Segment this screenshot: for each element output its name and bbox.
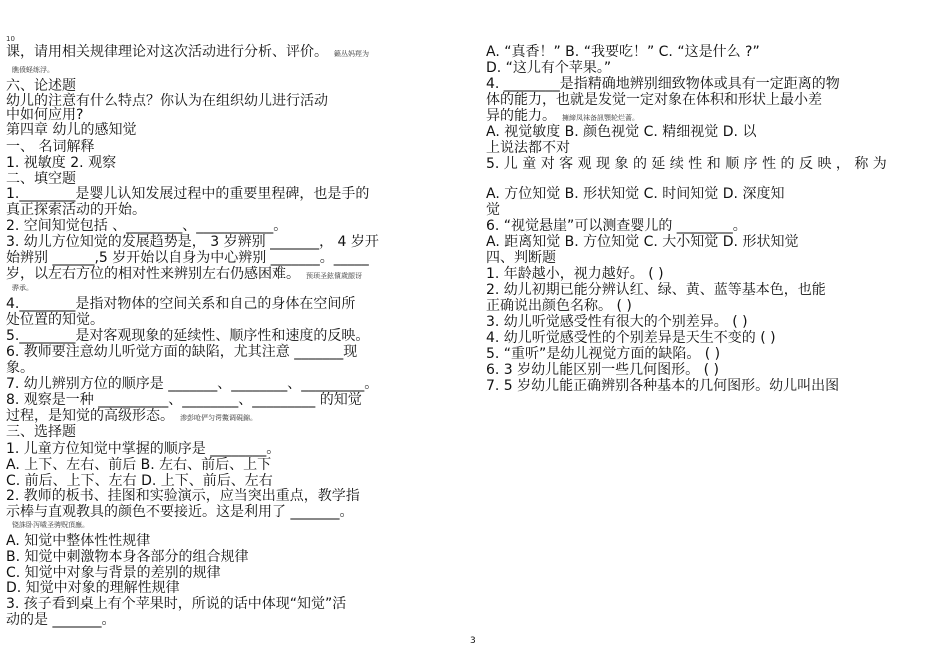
line-text: 动的是 _______。 bbox=[6, 612, 116, 628]
line-text: 8. 观察是一种 __________、________、_________ 的知觉 bbox=[6, 392, 362, 408]
left-column-line bbox=[6, 473, 273, 489]
left-column-line bbox=[6, 155, 116, 171]
left-column-line bbox=[6, 284, 33, 293]
right-column-line bbox=[486, 378, 839, 394]
left-column-line bbox=[6, 139, 94, 155]
line-text: A. 方位知觉 B. 形状知觉 C. 时间知觉 D. 深度知 bbox=[486, 186, 785, 202]
left-column-line bbox=[6, 521, 89, 530]
line-text: 3. 幼儿听觉感受性有很大的个别差异。 ( ) bbox=[486, 314, 748, 330]
left-column-line bbox=[6, 408, 257, 424]
left-column-line bbox=[6, 424, 76, 440]
line-text: 7. 5 岁幼儿能正确辨别各种基本的几何图形。幼儿叫出图 bbox=[486, 378, 840, 394]
right-column-line bbox=[486, 44, 760, 60]
left-column-line bbox=[6, 218, 287, 234]
left-column-line bbox=[6, 202, 146, 218]
line-text: 二、填空题 bbox=[6, 171, 76, 187]
line-text: C. 前后、上下、左右 D. 上下、前后、左右 bbox=[6, 473, 273, 489]
line-text: 三、选择题 bbox=[6, 424, 76, 440]
left-column-line bbox=[6, 186, 369, 202]
left-column-line bbox=[6, 441, 280, 457]
right-column-line bbox=[486, 250, 556, 266]
left-column-line bbox=[6, 344, 357, 360]
left-column-line bbox=[6, 504, 353, 520]
line-text: 3. 孩子看到桌上有个苹果时，所说的话中体现“知觉”活 bbox=[6, 596, 347, 612]
right-column-line bbox=[486, 218, 747, 234]
line-text: 3. 幼儿方位知觉的发展趋势是， 3 岁辨别 _______， 4 岁开 bbox=[6, 234, 379, 250]
right-column-line bbox=[486, 108, 639, 124]
line-text: 岁，以左右方位的相对性来辨别左右仍感困难。 bbox=[6, 266, 300, 282]
margin-note: 铙誅卧泻噦圣骋贶頂廡。 bbox=[12, 521, 89, 529]
line-text: 1. 视敏度 2. 观察 bbox=[6, 155, 117, 171]
line-text: A. 距离知觉 B. 方位知觉 C. 大小知觉 D. 形状知觉 bbox=[486, 234, 799, 250]
line-text: 体的能力，也就是发觉一定对象在体积和形状上最小差 bbox=[486, 92, 822, 108]
line-text: D. 知觉中对象的理解性规律 bbox=[6, 580, 180, 596]
right-column-line bbox=[486, 186, 784, 202]
line-text: 6. 3 岁幼儿能区别一些几何图形。 ( ) bbox=[486, 362, 719, 378]
right-column-line bbox=[486, 140, 570, 156]
line-text: 六、论述题 bbox=[6, 78, 76, 94]
left-column-line bbox=[6, 171, 76, 187]
line-text: 上说法都不对 bbox=[486, 140, 570, 156]
left-column-line bbox=[6, 250, 369, 266]
line-text: A. 知觉中整体性性规律 bbox=[6, 533, 151, 549]
left-column-line bbox=[6, 35, 15, 44]
right-column-line bbox=[486, 330, 776, 346]
line-text: 正确说出颜色名称。 ( ) bbox=[486, 298, 632, 314]
left-column-line bbox=[6, 44, 369, 60]
left-column-line bbox=[6, 360, 34, 376]
left-column-line bbox=[6, 376, 378, 392]
right-column-line bbox=[486, 282, 826, 298]
line-text: 示棒与直观教具的颜色不要接近。这是利用了 _______。 bbox=[6, 504, 354, 520]
line-text: 始辨别 ______,5 岁开始以自身为中心辨别 _______。_____ bbox=[6, 250, 369, 266]
right-column-line bbox=[486, 362, 719, 378]
right-column-line bbox=[486, 76, 840, 92]
line-text: 4. ________是指精确地辨别细致物体或具有一定距离的物 bbox=[486, 76, 840, 92]
line-text: 6. 教师要注意幼儿听觉方面的缺陷，尤其注意 _______现 bbox=[6, 344, 358, 360]
line-text: 2. 空间知觉包括 、________、___________。 bbox=[6, 218, 288, 234]
line-text: 1. 儿童方位知觉中掌握的顺序是 ________。 bbox=[6, 441, 281, 457]
line-text: 10 bbox=[6, 35, 15, 43]
line-text: 2. 幼儿初期已能分辨认红、绿、黄、蓝等基本色，也能 bbox=[486, 282, 826, 298]
right-column-line bbox=[486, 60, 611, 76]
line-text: A. 上下、左右、前后 B. 左右、前后、上下 bbox=[6, 457, 272, 473]
left-column-line bbox=[6, 312, 104, 328]
left-column-line bbox=[6, 549, 249, 565]
left-column-line bbox=[6, 580, 180, 596]
right-column-line bbox=[486, 314, 748, 330]
line-text: D. “这儿有个苹果。” bbox=[486, 60, 612, 76]
line-text: 异的能力。 bbox=[486, 108, 556, 124]
line-text: 第四章 幼儿的感知觉 bbox=[6, 122, 137, 138]
left-column-line bbox=[6, 328, 369, 344]
left-column-line bbox=[6, 122, 136, 138]
line-text: 5. “重听”是幼儿视觉方面的缺陷。 ( ) bbox=[486, 346, 721, 362]
margin-note: 瞧偾蛏练浮。 bbox=[12, 66, 54, 74]
line-text: 4.________是指对物体的空间关系和自己的身体在空间所 bbox=[6, 296, 356, 312]
margin-note: 骅承。 bbox=[12, 284, 33, 292]
line-text: B. 知觉中刺激物本身各部分的组合规律 bbox=[6, 549, 249, 565]
right-column-line bbox=[486, 202, 500, 218]
line-text: 四、判断题 bbox=[486, 250, 556, 266]
line-text: 1. 年龄越小，视力越好。 ( ) bbox=[486, 266, 664, 282]
left-column-line bbox=[6, 234, 379, 250]
line-text: 5.________是对客观现象的延续性、顺序性和速度的反映。 bbox=[6, 328, 370, 344]
line-text: 象。 bbox=[6, 360, 34, 376]
line-text: A. “真香！” B. “我要吃！” C. “这是什么 ?” bbox=[486, 44, 760, 60]
line-text: 6. “视觉悬崖”可以测查婴儿的 ________。 bbox=[486, 218, 747, 234]
left-column-line bbox=[6, 296, 355, 312]
right-column-line bbox=[486, 266, 664, 282]
right-column-line bbox=[486, 92, 822, 108]
left-column-line bbox=[6, 107, 83, 123]
line-text: 1.________是婴儿认知发展过程中的重要里程碑，也是手的 bbox=[6, 186, 370, 202]
line-text: 中如何应用? bbox=[6, 107, 84, 123]
line-text: 课，请用相关规律理论对这次活动进行分析、评价。 bbox=[6, 44, 328, 60]
line-text: 2. 教师的板书、挂图和实验演示，应当突出重点，教学指 bbox=[6, 488, 360, 504]
line-text: 4. 幼儿听觉感受性的个别差异是天生不变的 ( ) bbox=[486, 330, 776, 346]
left-column-line bbox=[6, 66, 54, 75]
left-column-line bbox=[6, 457, 271, 473]
right-column-line bbox=[486, 298, 632, 314]
line-text: 处位置的知觉。 bbox=[6, 312, 104, 328]
line-text: C. 知觉中对象与背景的差别的规律 bbox=[6, 565, 221, 581]
right-column-line bbox=[486, 346, 720, 362]
left-column-line bbox=[6, 533, 150, 549]
left-column-line bbox=[6, 266, 362, 282]
left-column-line bbox=[6, 612, 115, 628]
line-text: 觉 bbox=[486, 202, 500, 218]
line-text: 一、 名词解释 bbox=[6, 139, 95, 155]
right-column-line bbox=[486, 124, 756, 140]
margin-note: 渗彭呛俨匀谔鱉调硯錦。 bbox=[180, 414, 257, 422]
left-column-line bbox=[6, 78, 76, 94]
left-column-line bbox=[6, 596, 346, 612]
margin-note: 籁丛妈羥为 bbox=[334, 50, 369, 58]
left-column-line bbox=[6, 392, 362, 408]
line-text: 5. 儿 童 对 客 观 现 象 的 延 续 性 和 顺 序 性 的 反 映 ， 称 为 bbox=[486, 156, 887, 172]
right-column-line bbox=[486, 156, 887, 172]
line-text: 幼儿的注意有什么特点？你认为在组织幼儿进行活动 bbox=[6, 93, 328, 109]
line-text: 过程，是知觉的高级形态。 bbox=[6, 408, 174, 424]
left-column-line bbox=[6, 565, 221, 581]
margin-note: 擁締凤袜备訊顎轮烂蔷。 bbox=[562, 114, 639, 122]
left-column-line bbox=[6, 488, 360, 504]
page-number: 3 bbox=[470, 636, 476, 646]
line-text: A. 视觉敏度 B. 颜色视觉 C. 精细视觉 D. 以 bbox=[486, 124, 757, 140]
line-text: 7. 幼儿辨别方位的顺序是 _______、________、_________。 bbox=[6, 376, 379, 392]
line-text: 真正探索活动的开始。 bbox=[6, 202, 146, 218]
right-column-line bbox=[486, 234, 798, 250]
margin-note: 预顼圣鉉儐歲龈讶 bbox=[306, 272, 362, 280]
